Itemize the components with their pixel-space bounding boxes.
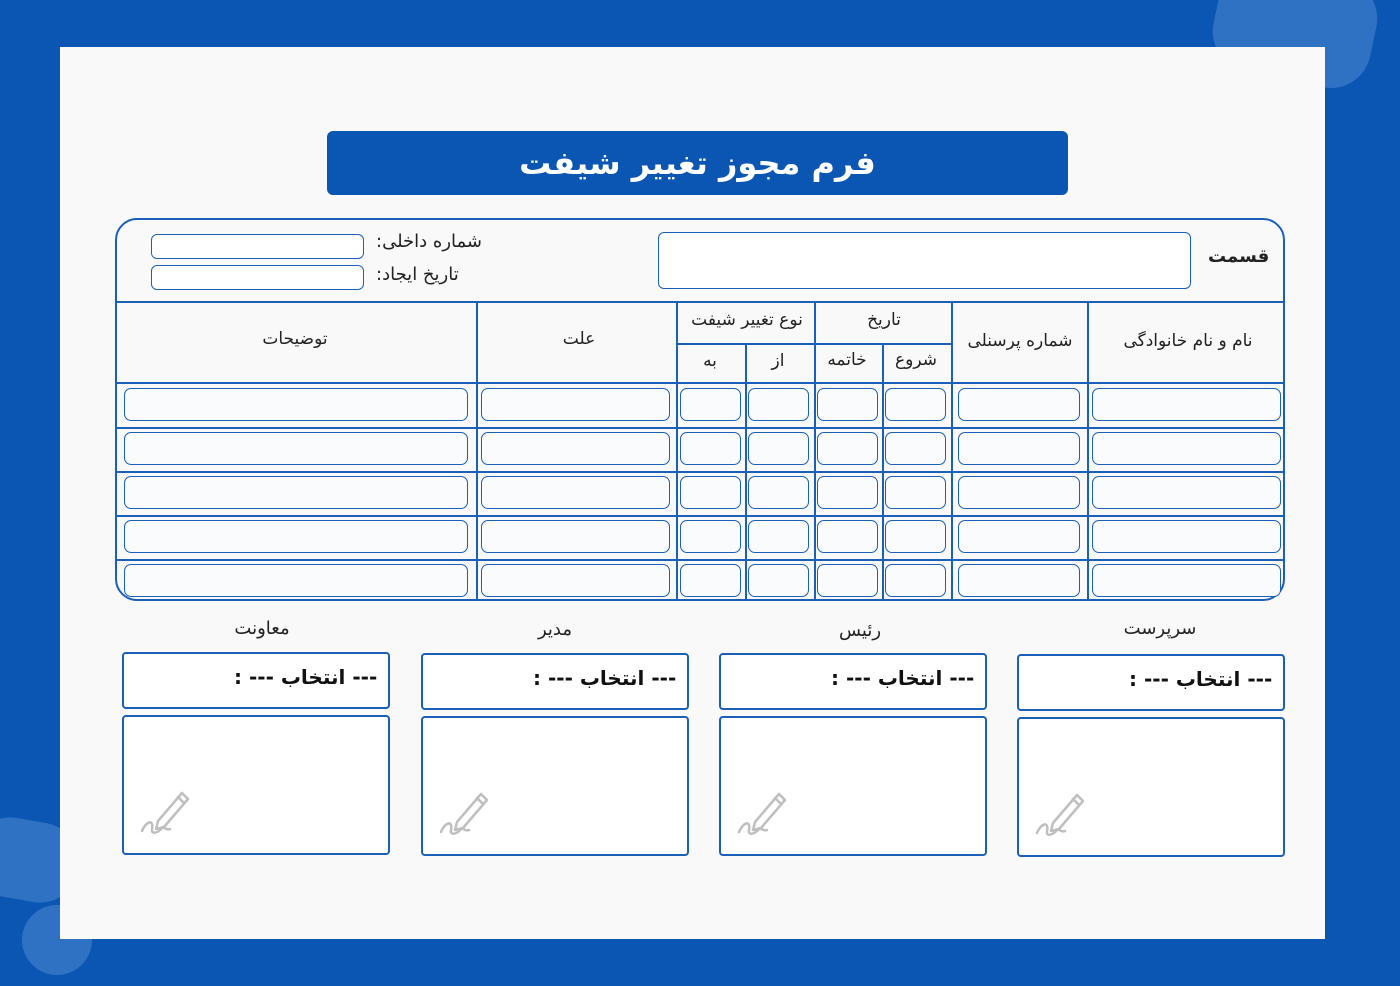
cell-input-notes[interactable] [124, 564, 468, 597]
cell-input-name[interactable] [1092, 388, 1281, 421]
cell-input-reason[interactable] [481, 432, 670, 465]
cell-input-name[interactable] [1092, 564, 1281, 597]
col-header-reason: علت [562, 329, 596, 349]
cell-input-end[interactable] [817, 476, 878, 509]
signature-pen-icon [136, 781, 196, 841]
col-header-from: از [771, 351, 785, 371]
col-header-to: به [703, 351, 717, 371]
cell-input-from[interactable] [748, 564, 809, 597]
signature-pad[interactable] [122, 715, 390, 855]
cell-input-from[interactable] [748, 476, 809, 509]
cell-input-personnel[interactable] [958, 388, 1080, 421]
cell-input-reason[interactable] [481, 520, 670, 553]
col-header-date: تاریخ [867, 310, 901, 330]
col-header-end: خاتمه [827, 350, 867, 370]
signer-select[interactable] [421, 653, 689, 710]
cell-input-personnel[interactable] [958, 564, 1080, 597]
cell-input-reason[interactable] [481, 388, 670, 421]
col-header-name: نام و نام خانوادگی [1123, 331, 1253, 351]
signature-pen-icon [1031, 783, 1091, 843]
form-title: فرم مجوز تغییر شیفت [519, 144, 876, 182]
cell-input-personnel[interactable] [958, 432, 1080, 465]
cell-input-from[interactable] [748, 520, 809, 553]
cell-input-name[interactable] [1092, 432, 1281, 465]
cell-input-start[interactable] [885, 520, 946, 553]
cell-input-personnel[interactable] [958, 520, 1080, 553]
cell-input-end[interactable] [817, 388, 878, 421]
cell-input-from[interactable] [748, 388, 809, 421]
signature-pen-icon [435, 782, 495, 842]
cell-input-name[interactable] [1092, 476, 1281, 509]
cell-input-name[interactable] [1092, 520, 1281, 553]
cell-input-start[interactable] [885, 476, 946, 509]
section-label: قسمت [1208, 246, 1270, 267]
cell-input-reason[interactable] [481, 476, 670, 509]
col-header-start: شروع [895, 350, 937, 370]
signature-pen-icon [733, 782, 793, 842]
cell-input-to[interactable] [680, 476, 741, 509]
cell-input-to[interactable] [680, 388, 741, 421]
signature-role-label: معاونت [234, 618, 290, 639]
cell-input-notes[interactable] [124, 520, 468, 553]
internal-number-label: شماره داخلی: [376, 231, 482, 252]
signature-role-label: مدیر [537, 619, 573, 640]
signer-select[interactable] [1017, 654, 1285, 711]
cell-input-to[interactable] [680, 564, 741, 597]
signature-pad[interactable] [719, 716, 987, 856]
col-header-shift-type: نوع تغییر شیفت [691, 310, 803, 330]
signer-select-text: --- انتخاب --- : [533, 665, 677, 690]
cell-input-start[interactable] [885, 388, 946, 421]
cell-input-notes[interactable] [124, 432, 468, 465]
cell-input-notes[interactable] [124, 476, 468, 509]
signer-select-text: --- انتخاب --- : [1129, 666, 1273, 691]
cell-input-end[interactable] [817, 520, 878, 553]
signature-pad[interactable] [421, 716, 689, 856]
signer-select-text: --- انتخاب --- : [234, 665, 378, 689]
cell-input-notes[interactable] [124, 388, 468, 421]
cell-input-end[interactable] [817, 564, 878, 597]
signer-select[interactable] [719, 653, 987, 710]
cell-input-from[interactable] [748, 432, 809, 465]
cell-input-to[interactable] [680, 432, 741, 465]
cell-input-to[interactable] [680, 520, 741, 553]
signature-role-label: سرپرست [1123, 618, 1197, 639]
form-title-bar [327, 131, 1068, 195]
col-header-personnel: شماره پرسنلی [967, 331, 1073, 351]
col-header-notes: توضیحات [262, 329, 328, 349]
cell-input-start[interactable] [885, 564, 946, 597]
creation-date-label: تاریخ ایجاد: [376, 264, 459, 285]
cell-input-end[interactable] [817, 432, 878, 465]
cell-input-start[interactable] [885, 432, 946, 465]
signer-select[interactable] [122, 652, 390, 709]
cell-input-personnel[interactable] [958, 476, 1080, 509]
signer-select-text: --- انتخاب --- : [831, 666, 975, 691]
cell-input-reason[interactable] [481, 564, 670, 597]
signature-pad[interactable] [1017, 717, 1285, 857]
signature-role-label: رئیس [838, 620, 882, 641]
